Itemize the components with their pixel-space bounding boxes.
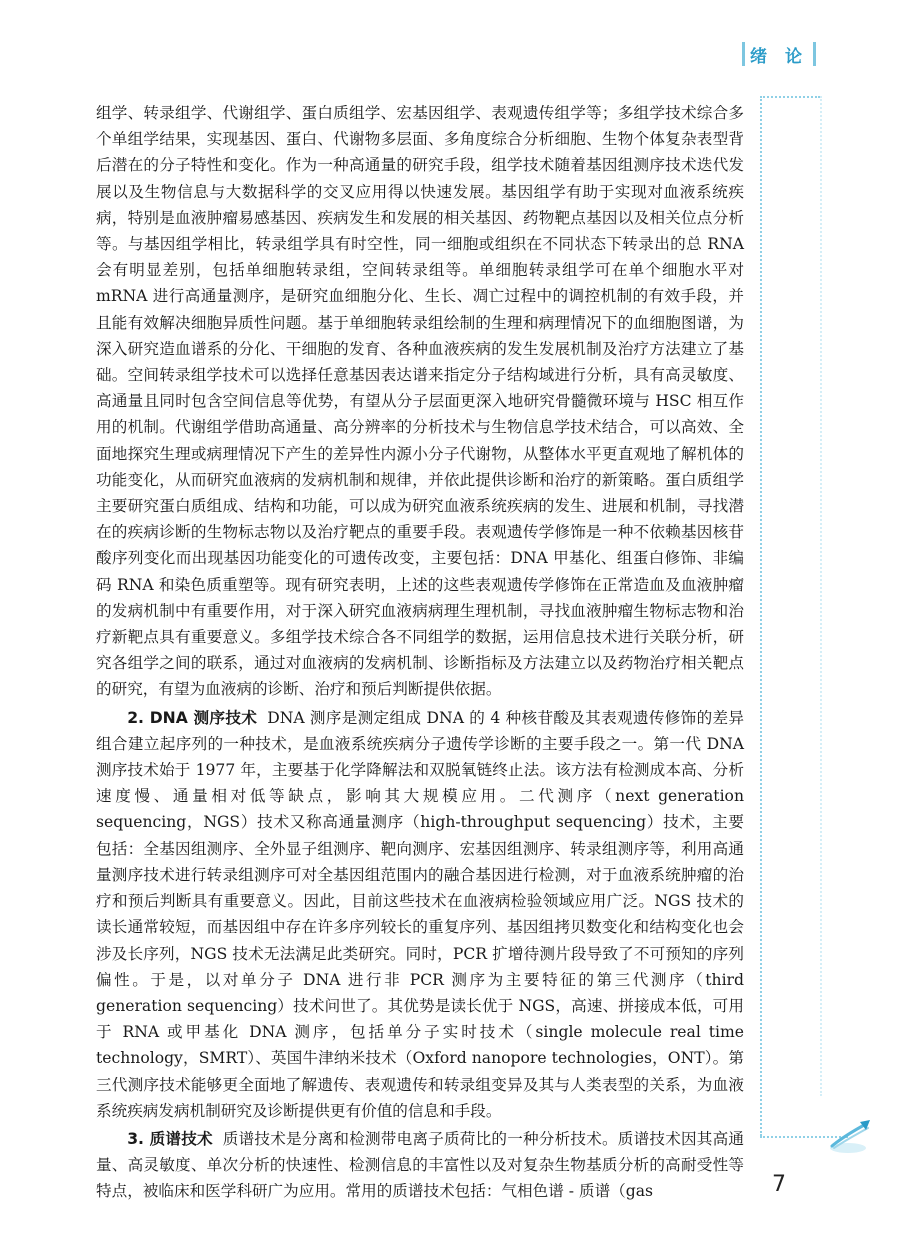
- page-number: 7: [772, 1172, 786, 1197]
- tab-bar-right: [813, 42, 816, 66]
- section-text-mass-spectrometry: 质谱技术是分离和检测带电离子质荷比的一种分析技术。质谱技术因其高通量、高灵敏度、单次分析的快速性、检测信息的丰富性以及对复杂生物基质分析的高耐受性等特点，被临床和医学科研广为应用。常用的质谱技术包括：气相色谱 - 质谱（gas: [96, 1129, 744, 1201]
- chapter-tab: [742, 38, 816, 70]
- section-heading-dna-sequencing: 2. DNA 测序技术: [127, 708, 258, 727]
- frame-top-border: [760, 96, 820, 98]
- frame-right-border: [760, 96, 762, 1136]
- frame-outer-border: [820, 96, 822, 1096]
- body-text: [96, 100, 744, 1205]
- section-text-dna-sequencing: DNA 测序是测定组成 DNA 的 4 种核苷酸及其表观遗传修饰的差异组合建立起序列的一种技术，是血液系统疾病分子遗传学诊断的主要手段之一。第一代 DNA 测序技术始于 1977 年，主要基于化学降解法和双脱氧链终止法。该方法有检测成本高、分析速度慢、通量相对低等缺点，影响其大规模应用。二代测序（next generation sequencing，NGS）技术又称高通量测序（high-throughput sequencing）技术，主要包括：全基因组测序、全外显子组测序、靶向测序、宏基因组测序、转录组测序等，利用高通量测序技术进行转录组测序可对全基因组范围内的融合基因进行检测，对于血液系统肿瘤的治疗和预后判断具有重要意义。因此，目前这些技术在血液病检验领域应用广泛。NGS 技术的读长通常较短，而基因组中存在许多序列较长的重复序列、基因组拷贝数变化和结构变化也会涉及长序列，NGS 技术无法满足此类研究。同时，PCR 扩增待测片段导致了不可预知的序列偏性。于是，以对单分子 DNA 进行非 PCR 测序为主要特征的第三代测序（third generation sequencing）技术问世了。其优势是读长优于 NGS，高速、拼接成本低，可用于 RNA 或甲基化 DNA 测序，包括单分子实时技术（single molecule real time technology，SMRT）、英国牛津纳米技术（Oxford nanopore technologies，ONT）。第三代测序技术能够更全面地了解遗传、表观遗传和转录组变异及其与人类表型的关系，为血液系统疾病发病机制研究及诊断提供更有价值的信息和手段。: [96, 708, 744, 1120]
- paragraph-mass-spectrometry: [96, 1126, 744, 1205]
- tab-bar-left: [742, 42, 745, 66]
- section-heading-mass-spectrometry: 3. 质谱技术: [127, 1129, 213, 1148]
- paragraph-omics: 组学、转录组学、代谢组学、蛋白质组学、宏基因组学、表观遗传组学等；多组学技术综合多个单组学结果，实现基因、蛋白、代谢物多层面、多角度综合分析细胞、生物个体复杂表型背后潜在的分子特性和变化。作为一种高通量的研究手段，组学技术随着基因组测序技术迭代发展以及生物信息与大数据科学的交叉应用得以快速发展。基因组学有助于实现对血液系统疾病，特别是血液肿瘤易感基因、疾病发生和发展的相关基因、药物靶点基因以及相关位点分析等。与基因组学相比，转录组学具有时空性，同一细胞或组织在不同状态下转录出的总 RNA 会有明显差别，包括单细胞转录组，空间转录组等。单细胞转录组学可在单个细胞水平对 mRNA 进行高通量测序，是研究血细胞分化、生长、凋亡过程中的调控机制的有效手段，并且能有效解决细胞异质性问题。基于单细胞转录组绘制的生理和病理情况下的血细胞图谱，为深入研究造血谱系的分化、干细胞的发育、各种血液疾病的发生发展机制及治疗方法建立了基础。空间转录组学技术可以选择任意基因表达谱来指定分子结构域进行分析，具有高灵敏度、高通量且同时包含空间信息等优势，有望从分子层面更深入地研究骨髓微环境与 HSC 相互作用的机制。代谢组学借助高通量、高分辨率的分析技术与生物信息学技术结合，可以高效、全面地探究生理或病理情况下产生的差异性内源小分子代谢物，从整体水平更直观地了解机体的功能变化，从而研究血液病的发病机制和规律，并依此提供诊断和治疗的新策略。蛋白质组学主要研究蛋白质组成、结构和功能，可以成为研究血液系统疾病的发生、进展和机制，寻找潜在的疾病诊断的生物标志物以及治疗靶点的重要手段。表观遗传学修饰是一种不依赖基因核苷酸序列变化而出现基因功能变化的可遗传改变，主要包括：DNA 甲基化、组蛋白修饰、非编码 RNA 和染色质重塑等。现有研究表明，上述的这些表观遗传学修饰在正常造血及血液肿瘤的发病机制中有重要作用，对于深入研究血液病病理生理机制，寻找血液肿瘤生物标志物和治疗新靶点具有重要意义。多组学技术综合各不同组学的数据，运用信息技术进行关联分析，研究各组学之间的联系，通过对血液病的发病机制、诊断指标及方法建立以及药物治疗相关靶点的研究，有望为血液病的诊断、治疗和预后判断提供依据。: [96, 104, 744, 699]
- chapter-title: 绪 论: [750, 46, 808, 67]
- pencil-icon: [826, 1118, 872, 1156]
- paragraph-dna-sequencing: [96, 705, 744, 1124]
